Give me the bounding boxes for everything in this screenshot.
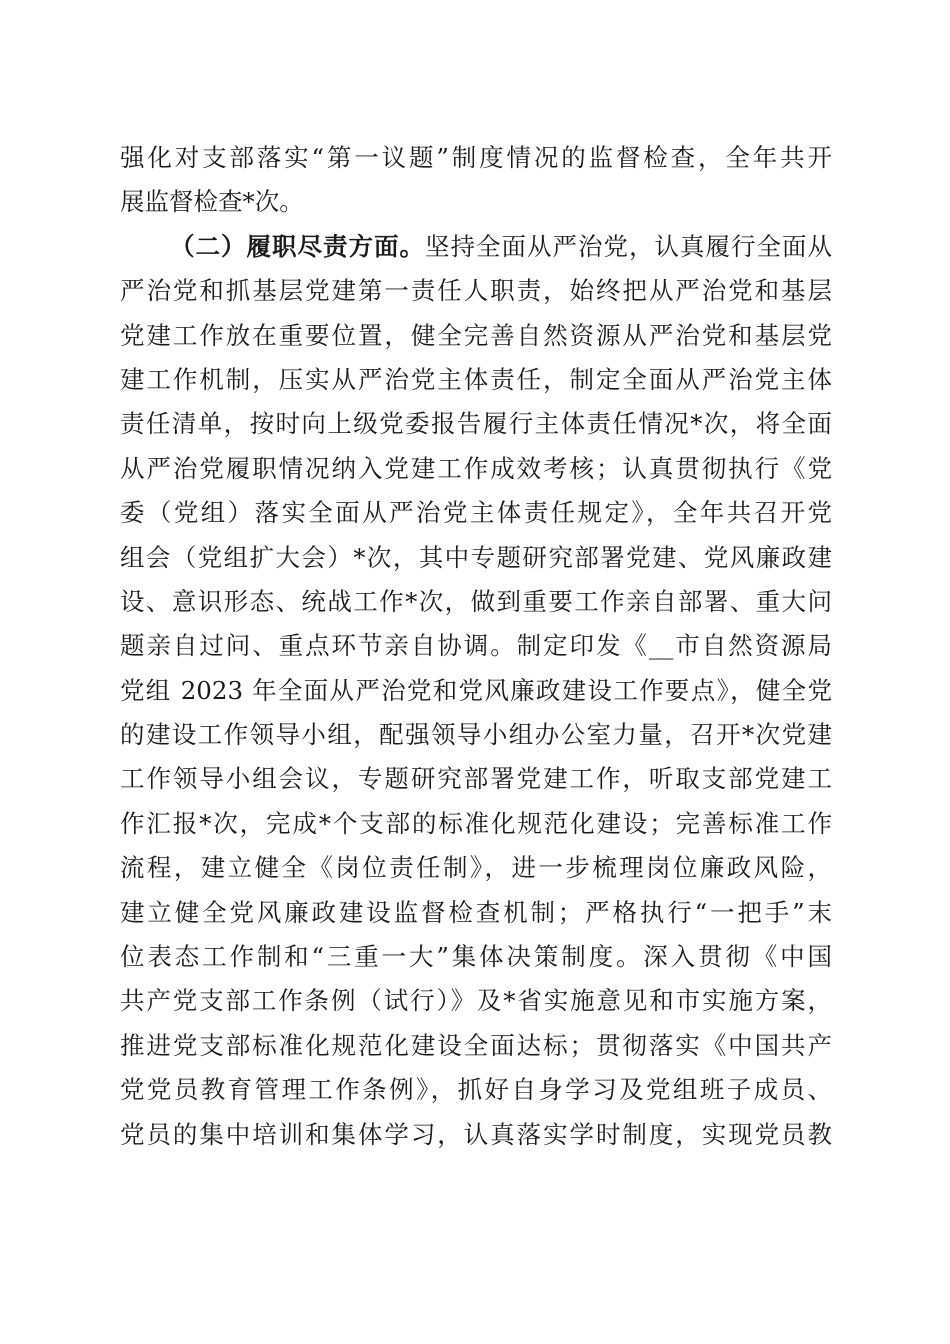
text-line: 党党员教育管理工作条例》，抓好自身学习及党组班子成员、 [120, 1075, 832, 1105]
text-line: 流程，建立健全《岗位责任制》，进一步梳理岗位廉政风险， [120, 853, 832, 883]
text-line: 的建设工作领导小组，配强领导小组办公室力量，召开*次党建 [120, 720, 832, 750]
text-line: 从严治党履职情况纳入党建工作成效考核；认真贯彻执行《党 [120, 453, 832, 483]
text-line: 组会（党组扩大会）*次，其中专题研究部署党建、党风廉政建 [120, 542, 832, 572]
text-line: 建工作机制，压实从严治党主体责任，制定全面从严治党主体 [120, 364, 832, 394]
text-run: 坚持全面从严治党，认真履行全面从 [425, 231, 832, 261]
text-line: 党员的集中培训和集体学习，认真落实学时制度，实现党员教 [120, 1119, 832, 1149]
text-line: 严治党和抓基层党建第一责任人职责，始终把从严治党和基层 [120, 276, 832, 306]
text-line: 设、意识形态、统战工作*次，做到重要工作亲自部署、重大问 [120, 586, 832, 616]
document-body [120, 136, 832, 1157]
section-heading: （二）履职尽责方面。 [169, 231, 425, 261]
text-line: 委（党组）落实全面从严治党主体责任规定》，全年共召开党 [120, 498, 832, 528]
text-line: 作汇报*次，完成*个支部的标准化规范化建设；完善标准工作 [120, 808, 832, 838]
text-line: 建立健全党风廉政建设监督检查机制；严格执行“一把手”末 [120, 897, 832, 927]
text-line: 强化对支部落实“第一议题”制度情况的监督检查，全年共开 [120, 143, 832, 172]
text-line: 共产党支部工作条例（试行）》及*省实施意见和市实施方案， [120, 986, 832, 1016]
text-line: 推进党支部标准化规范化建设全面达标；贯彻落实《中国共产 [120, 1030, 832, 1060]
text-line [120, 225, 832, 269]
text-line: 展监督检查*次。 [120, 187, 304, 217]
paragraph-supervision [120, 136, 832, 225]
text-line: 工作领导小组会议，专题研究部署党建工作，听取支部党建工 [120, 764, 832, 794]
text-line: 党组 2023 年全面从严治党和党风廉政建设工作要点》，健全党 [120, 675, 832, 705]
text-line: 党建工作放在重要位置，健全完善自然资源从严治党和基层党 [120, 320, 832, 350]
text-line: 位表态工作制和“三重一大”集体决策制度。深入贯彻《中国 [120, 942, 832, 972]
paragraph-duty-fulfillment [120, 225, 832, 1157]
text-line: 责任清单，按时向上级党委报告履行主体责任情况*次，将全面 [120, 409, 832, 439]
text-line: 题亲自过问、重点环节亲自协调。制定印发《__市自然资源局 [120, 631, 832, 661]
